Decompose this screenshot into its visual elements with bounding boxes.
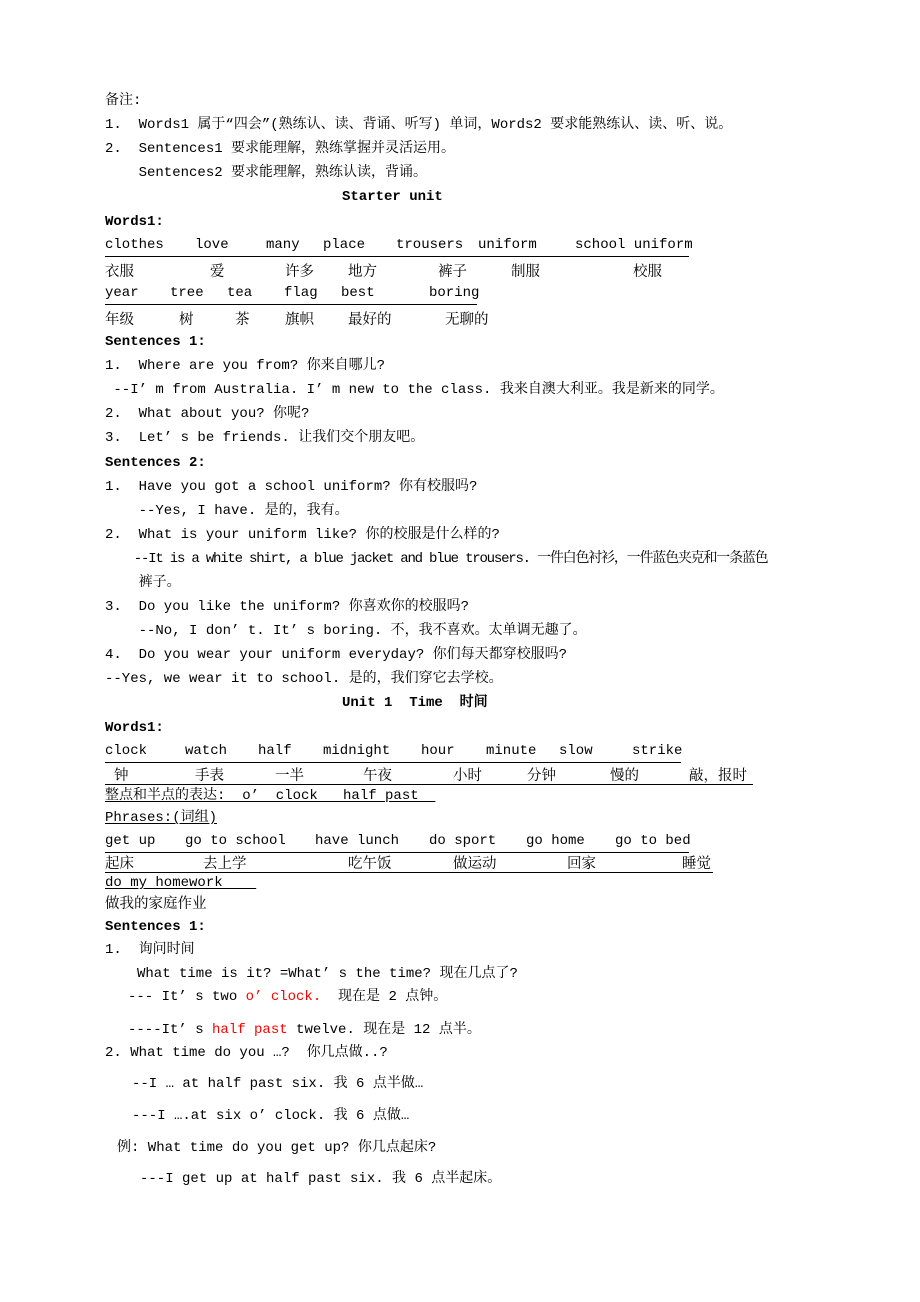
starter-words1-label: Words1: [105,214,164,230]
unit1-words-cn-row [105,764,753,785]
word: clothes [105,237,164,253]
sentence-answer-2 [128,1021,481,1039]
word: many [266,237,300,253]
notes-item-3: Sentences2 要求能理解，熟练认读，背诵。 [105,165,428,181]
word: slow [559,743,593,759]
word-cn: 旗帜 [285,312,314,328]
word-cn: 分钟 [527,768,556,784]
sentence: --I’ m from Australia. I’ m new to the class. 我来自澳大利亚。我是新来的同学。 [105,382,724,398]
phrase-cn: 回家 [567,856,596,872]
word-cn: 无聊的 [445,312,489,328]
phrases-row [105,832,689,853]
word: uniform [478,237,537,253]
word: year [105,285,139,301]
example-answer: ---I get up at half past six. 我 6 点半起床。 [140,1171,502,1187]
text: ----It’ s [128,1022,213,1038]
example-question: 例: What time do you get up? 你几点起床? [117,1140,437,1156]
sentence: --Yes, we wear it to school. 是的，我们穿它去学校。 [105,671,503,687]
notes-item-2: 2. Sentences1 要求能理解，熟练掌握并灵活运用。 [105,141,456,157]
highlight-text: half past [212,1022,288,1038]
word: place [323,237,366,253]
word: boring [429,285,480,301]
sentence: --No, I don’ t. It’ s boring. 不，我不喜欢。太单调无趣了。 [105,623,587,639]
word: hour [421,743,455,759]
phrase-cn: 起床 [105,856,134,872]
word: minute [486,743,537,759]
text: --- It’ s two [128,989,246,1005]
word: tree [170,285,204,301]
starter-words-row2 [105,284,480,305]
starter-words-row2-cn [105,308,505,328]
sentence-answer-1 [128,988,447,1006]
word-cn: 年级 [105,312,134,328]
unit1-words1-label: Words1: [105,720,164,736]
word: love [195,237,229,253]
sentence: 1. 询问时间 [105,942,195,958]
sentence: 3. Do you like the uniform? 你喜欢你的校服吗? [105,599,470,615]
sentence: --Yes, I have. 是的，我有。 [105,503,349,519]
word-cn: 校服 [633,264,662,280]
word: midnight [323,743,391,759]
phrase-cn: 去上学 [203,856,247,872]
phrase-cn: 睡觉 [682,856,711,872]
phrase-cn: 做运动 [453,856,497,872]
phrase-extra: do my homework [105,875,257,891]
sentence: ---I ….at six o’ clock. 我 6 点做… [132,1108,410,1124]
phrase: do sport [429,833,497,849]
sentence: --It is a white shirt, a blue jacket and blue trousers. 一件白色衬衫，一件蓝色夹克和一条蓝色 [105,551,768,567]
phrase: get up [105,833,156,849]
sentence: --I … at half past six. 我 6 点半做… [132,1076,424,1092]
phrase: go to bed [615,833,691,849]
word: strike [632,743,683,759]
phrases-label: Phrases:(词组) [105,810,218,826]
word: half [258,743,292,759]
starter-sentences1-label: Sentences 1: [105,334,206,350]
highlight-text: o’ clock. [245,989,322,1005]
sentence: 2. What is your uniform like? 你的校服是什么样的? [105,527,500,543]
sentence: 1. Where are you from? 你来自哪儿? [105,358,386,374]
text: twelve. 现在是 12 点半。 [287,1022,481,1038]
starter-heading: Starter unit [342,189,443,205]
starter-sentences2-label: Sentences 2: [105,455,206,471]
word-cn: 手表 [195,768,224,784]
word-cn: 裤子 [438,264,467,280]
notes-item-1: 1. Words1 属于“四会”(熟练认、读、背诵、听写) 单词，Words2 要求能熟练认、读、听、说。 [105,117,733,133]
phrases-cn-row [105,852,713,873]
unit1-heading: Unit 1 Time 时间 [342,695,488,711]
starter-words-row1-cn [105,260,689,280]
word-cn: 爱 [210,264,225,280]
phrase-cn: 吃午饭 [348,856,392,872]
unit1-words-row [105,742,681,763]
word-cn: 许多 [285,264,314,280]
word-cn: 钟 [114,768,129,784]
word: tea [227,285,253,301]
word-cn: 一半 [275,768,304,784]
sentence: 4. Do you wear your uniform everyday? 你们每天都穿校服吗? [105,647,568,663]
word: best [341,285,375,301]
word: clock [105,743,148,759]
word-cn: 地方 [348,264,377,280]
word-cn: 茶 [235,312,250,328]
sentence: 2. What about you? 你呢? [105,406,310,422]
sentence: 裤子。 [105,575,181,591]
text: 现在是 2 点钟。 [321,989,448,1005]
phrase: have lunch [315,833,400,849]
sentence: 2. What time do you …? 你几点做..? [105,1045,388,1061]
time-expression: 整点和半点的表达: o’ clock half past [105,788,436,804]
word-cn: 小时 [453,768,482,784]
word-cn: 树 [179,312,194,328]
sentence: 3. Let’ s be friends. 让我们交个朋友吧。 [105,430,425,446]
word-cn: 慢的 [610,768,639,784]
word-cn: 衣服 [105,264,134,280]
word: trousers [396,237,464,253]
phrase: go home [526,833,585,849]
word-cn: 最好的 [348,312,392,328]
unit1-sentences1-label: Sentences 1: [105,919,206,935]
phrase-extra-cn: 做我的家庭作业 [105,896,207,912]
notes-title: 备注: [105,93,142,109]
starter-words-row1 [105,236,693,257]
word-cn: 午夜 [363,768,392,784]
sentence: 1. Have you got a school uniform? 你有校服吗? [105,479,478,495]
word: flag [284,285,318,301]
word: school uniform [575,237,693,253]
sentence: What time is it? =What’ s the time? 现在几点了? [137,966,518,982]
word-cn: 制服 [511,264,540,280]
word: watch [185,743,228,759]
word-cn: 敲，报时 [689,768,747,784]
phrase: go to school [185,833,286,849]
